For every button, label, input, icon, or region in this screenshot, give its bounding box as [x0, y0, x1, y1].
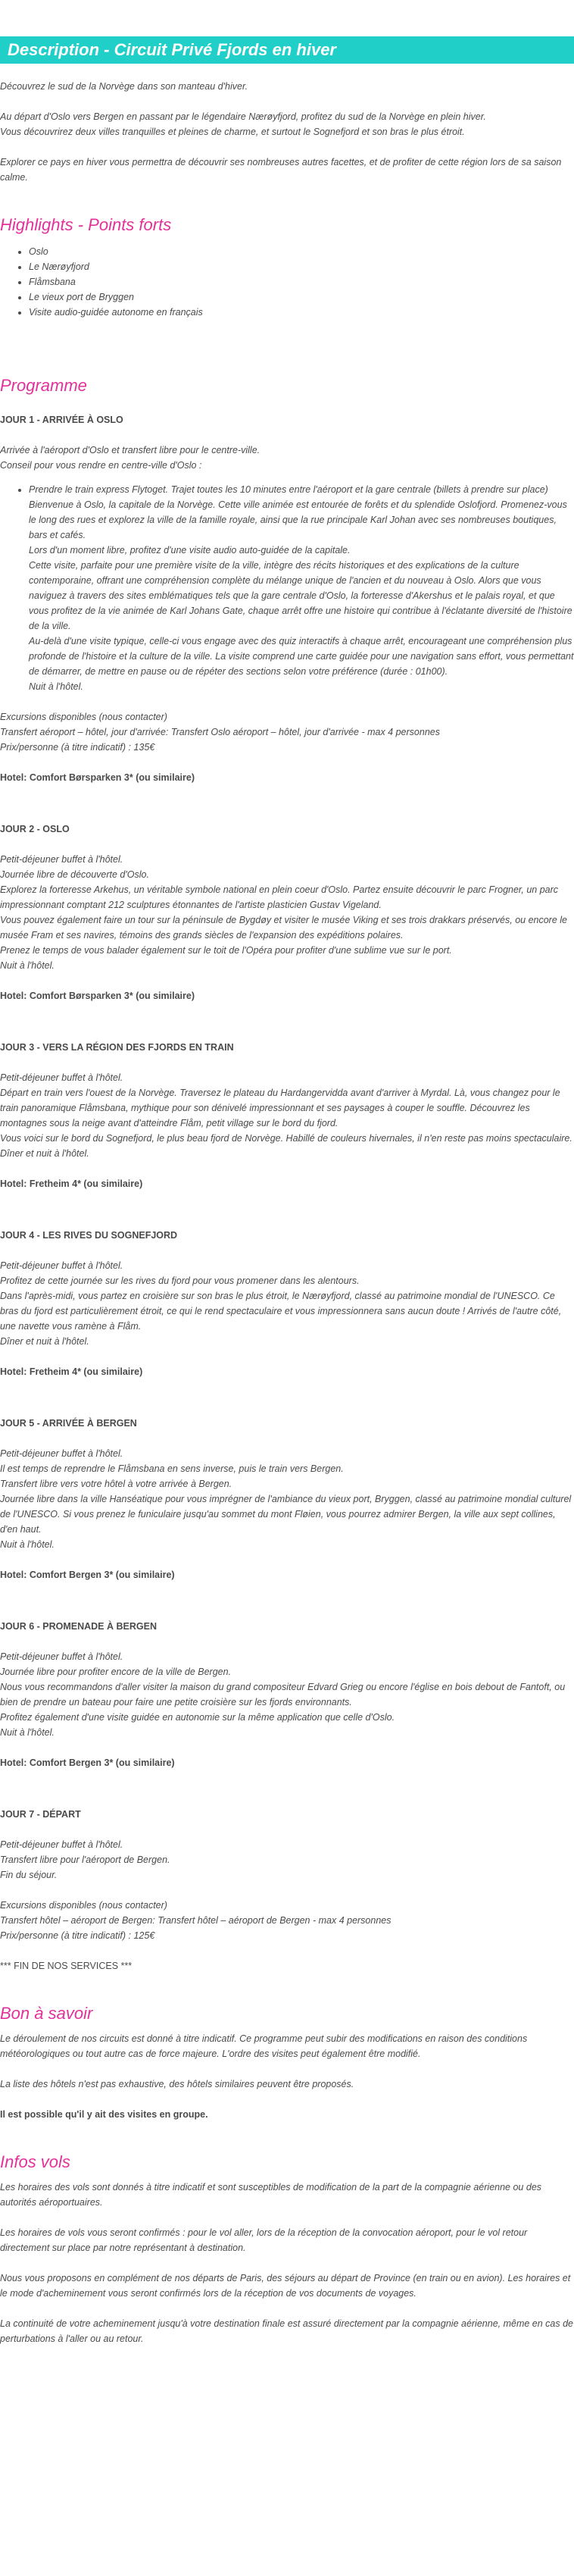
day-7: [0, 1807, 574, 1973]
day-4-text: Petit-déjeuner buffet à l'hôtel. Profitez de cette journée sur les rives du fjord pour vous promener dans les alentours. Dans l'après-midi, vous partez en croisière sur son bras le plus étroit, le Nærøyfjord, classé au patrimoine mondial de l'UNESCO. Ce bras du fjord est particulièrement étroit, ce qui le rend spectaculaire et vous impressionnera sans aucun doute ! Arrivés de l'autre côté, une navette vous ramène à Flåm. Dîner et nuit à l'hôtel.: [0, 1260, 562, 1347]
day-4-heading: JOUR 4 - LES RIVES DU SOGNEFJORD: [0, 1230, 178, 1241]
day-1-bullet: • Prendre le train express Flytoget. Trajet toutes les 10 minutes entre l'aéroport et la gare centrale (billets à prendre sur place) Bienvenue à Oslo, la capitale de la Norvège. Cette ville animée est entourée de forêts et du splendide Oslofjord. Promenez-vous le long des rues et explorez la ville de la famille royale, ainsi que la rue principale Karl Johan avec ses nombreuses boutiques, bars et cafés. Lors d'un moment libre, profitez d'une visite audio auto-guidée de la capitale. Cette visite, parfaite pour une première visite de la ville, intègre des récits historiques et des explications de la culture contemporaine, offrant une compréhension complète du mélange unique de l'ancien et du nouveau à Oslo. Alors que vous naviguez à travers des sites emblématiques tels que la gare centrale d'Oslo, la forteresse d'Akershus et le palais royal, et que vous profitez de la vie animée de Karl Johans Gate, chaque arrêt offre une histoire qui contribue à l'éclatante diversité de l'histoire de la ville. Au-delà d'une visite typique, celle-ci vous engage avec des quiz interactifs à chaque arrêt, encourageant une compréhension plus profonde de l'histoire et la culture de la ville. La visite comprend une carte guidée pour une navigation sans effort, vous permettant de démarrer, de mettre en pause ou de répéter des sections selon votre préférence (durée : 01h00). Nuit à l'hôtel.: [29, 482, 574, 694]
day-1-bullets: [0, 482, 574, 694]
day-3-hotel: Hotel: Fretheim 4* (ou similaire): [0, 1178, 143, 1189]
description-p2: Au départ d'Oslo vers Bergen en passant par le légendaire Nærøyfjord, profitez du sud de la Norvège en plein hiver. Vous découvrirez deux villes tranquilles et pleines de charme, et surtout le Sognefjord et son bras le plus étroit.: [0, 111, 486, 137]
day-6: [0, 1619, 574, 1770]
day-6-text: Petit-déjeuner buffet à l'hôtel. Journée libre pour profiter encore de la ville de Bergen. Nous vous recommandons d'aller visiter la maison du grand compositeur Edvard Grieg ou encore l'église en bois debout de Fantoft, ou bien de prendre un bateau pour faire une petite croisière sur les fjords environnants. Profitez également d'une visite guidée en autonomie sur la même application que celle d'Oslo. Nuit à l'hôtel.: [0, 1651, 566, 1738]
day-5-hotel: Hotel: Comfort Bergen 3* (ou similaire): [0, 1570, 175, 1580]
day-7-heading: JOUR 7 - DÉPART: [0, 1809, 81, 1820]
day-2-heading: JOUR 2 - OSLO: [0, 824, 70, 834]
highlights-title: Highlights - Points forts: [0, 215, 172, 234]
day-6-hotel: Hotel: Comfort Bergen 3* (ou similaire): [0, 1758, 175, 1768]
infos-vols-p1: Les horaires des vols sont donnés à titre indicatif et sont susceptibles de modification de la part de la compagnie aérienne ou des autorités aéroportuaires.: [0, 2182, 542, 2208]
day-1-excursions: Excursions disponibles (nous contacter) Transfert aéroport – hôtel, jour d'arrivée: Transfert Oslo aéroport – hôtel, jour d'arrivée - max 4 personnes Prix/personne (à titre indicatif) : 135€: [0, 712, 440, 753]
highlight-item: • Le Nærøyfjord: [29, 259, 574, 274]
day-7-text: Petit-déjeuner buffet à l'hôtel. Transfert libre pour l'aéroport de Bergen. Fin du séjour.: [0, 1839, 170, 1880]
day-1-hotel: Hotel: Comfort Børsparken 3* (ou similaire): [0, 772, 195, 783]
highlight-item: • Visite audio-guidée autonome en français: [29, 305, 574, 320]
day-4-hotel: Hotel: Fretheim 4* (ou similaire): [0, 1366, 143, 1377]
day-3: [0, 1040, 574, 1191]
day-5-text: Petit-déjeuner buffet à l'hôtel. Il est temps de reprendre le Flåmsbana en sens inverse, puis le train vers Bergen. Transfert libre vers votre hôtel à votre arrivée à Bergen. Journée libre dans la ville Hanséatique pour vous imprégner de l'ambiance du vieux port, Bryggen, classé au patrimoine mondial culturel de l'UNESCO. Si vous prenez le funiculaire jusqu'au sommet du mont Fløien, vous pourrez admirer Bergen, la ville aux sept collines, d'en haut. Nuit à l'hôtel.: [0, 1448, 572, 1550]
day-1-intro: Arrivée à l'aéroport d'Oslo et transfert libre pour le centre-ville. Conseil pour vous rendre en centre-ville d'Oslo :: [0, 445, 260, 471]
day-3-heading: JOUR 3 - VERS LA RÉGION DES FJORDS EN TRAIN: [0, 1042, 234, 1053]
highlight-item: • Oslo: [29, 244, 574, 259]
day-5-heading: JOUR 5 - ARRIVÉE À BERGEN: [0, 1418, 137, 1429]
day-1: [0, 412, 574, 785]
day-2-hotel: Hotel: Comfort Børsparken 3* (ou similaire): [0, 991, 195, 1001]
bon-a-savoir-p2: La liste des hôtels n'est pas exhaustive, des hôtels similaires peuvent être proposés.: [0, 2079, 354, 2089]
highlight-item: • Le vieux port de Bryggen: [29, 290, 574, 305]
infos-vols-title: Infos vols: [0, 2152, 70, 2171]
description-banner: [0, 36, 574, 64]
infos-vols-p2: Les horaires de vols vous seront confirmés : pour le vol aller, lors de la réception de la convocation aéroport, pour le vol retour directement sur place par notre représentant à destination.: [0, 2227, 528, 2253]
bon-a-savoir-p3: Il est possible qu'il y ait des visites en groupe.: [0, 2109, 208, 2120]
day-7-excursions: Excursions disponibles (nous contacter) Transfert hôtel – aéroport de Bergen: Transfert hôtel – aéroport de Bergen - max 4 personnes Prix/personne (à titre indicatif) : 125€: [0, 1900, 392, 1941]
infos-vols-p4: La continuité de votre acheminement jusqu'à votre destination finale est assuré directement par la compagnie aérienne, même en cas de perturbations à l'aller ou au retour.: [0, 2318, 573, 2344]
description-p3: Explorer ce pays en hiver vous permettra de découvrir ses nombreuses autres facettes, et de profiter de cette région lors de sa saison calme.: [0, 157, 562, 183]
infos-vols-p3: Nous vous proposons en complément de nos départs de Paris, des séjours au départ de Province (en train ou en avion). Les horaires et le mode d'acheminement vous seront confirmés lors de la réception de vos documents de voyages.: [0, 2273, 571, 2299]
end-of-services: *** FIN DE NOS SERVICES ***: [0, 1961, 133, 1971]
description-title: Description - Circuit Privé Fjords en hiver: [8, 40, 336, 59]
day-5: [0, 1416, 574, 1582]
day-2: [0, 822, 574, 1003]
day-3-text: Petit-déjeuner buffet à l'hôtel. Départ en train vers l'ouest de la Norvège. Traversez le plateau du Hardangervidda avant d'arriver à Myrdal. Là, vous changez pour le train panoramique Flåmsbana, mythique pour son dénivelé impressionnant et ses paysages à couper le souffle. Découvrez les montagnes sous la neige avant d'atteindre Flåm, petit village sur le bord du fjord. Vous voici sur le bord du Sognefjord, le plus beau fjord de Norvège. Habillé de couleurs hivernales, il n'en reste pas moins spectaculaire. Dîner et nuit à l'hôtel.: [0, 1072, 572, 1159]
day-2-text: Petit-déjeuner buffet à l'hôtel. Journée libre de découverte d'Oslo. Explorez la forteresse Arkehus, un véritable symbole national en plein coeur d'Oslo. Partez ensuite découvrir le parc Frogner, un parc impressionnant comptant 212 sculptures étonnantes de l'artiste plasticien Gustav Vigeland. Vous pouvez également faire un tour sur la péninsule de Bygdøy et visiter le musée Viking et ses trois drakkars préservés, ou encore le musée Fram et ses navires, témoins des grands siècles de l'expansion des expéditions polaires. Prenez le temps de vous balader également sur le toit de l'Opéra pour profiter d'une sublime vue sur le port. Nuit à l'hôtel.: [0, 854, 567, 971]
highlight-item: • Flåmsbana: [29, 274, 574, 290]
day-6-heading: JOUR 6 - PROMENADE À BERGEN: [0, 1621, 157, 1632]
day-1-heading: JOUR 1 - ARRIVÉE À OSLO: [0, 415, 123, 425]
programme-title: Programme: [0, 376, 87, 395]
description-p1: Découvrez le sud de la Norvège dans son manteau d'hiver.: [0, 81, 248, 92]
day-4: [0, 1228, 574, 1379]
bon-a-savoir-p1: Le déroulement de nos circuits est donné à titre indicatif. Ce programme peut subir des modifications en raison des conditions météorologiques ou tout autre cas de force majeure. L'ordre des visites peut également être modifié.: [0, 2033, 528, 2059]
bon-a-savoir-title: Bon à savoir: [0, 2004, 93, 2023]
highlights-list: [0, 244, 574, 320]
